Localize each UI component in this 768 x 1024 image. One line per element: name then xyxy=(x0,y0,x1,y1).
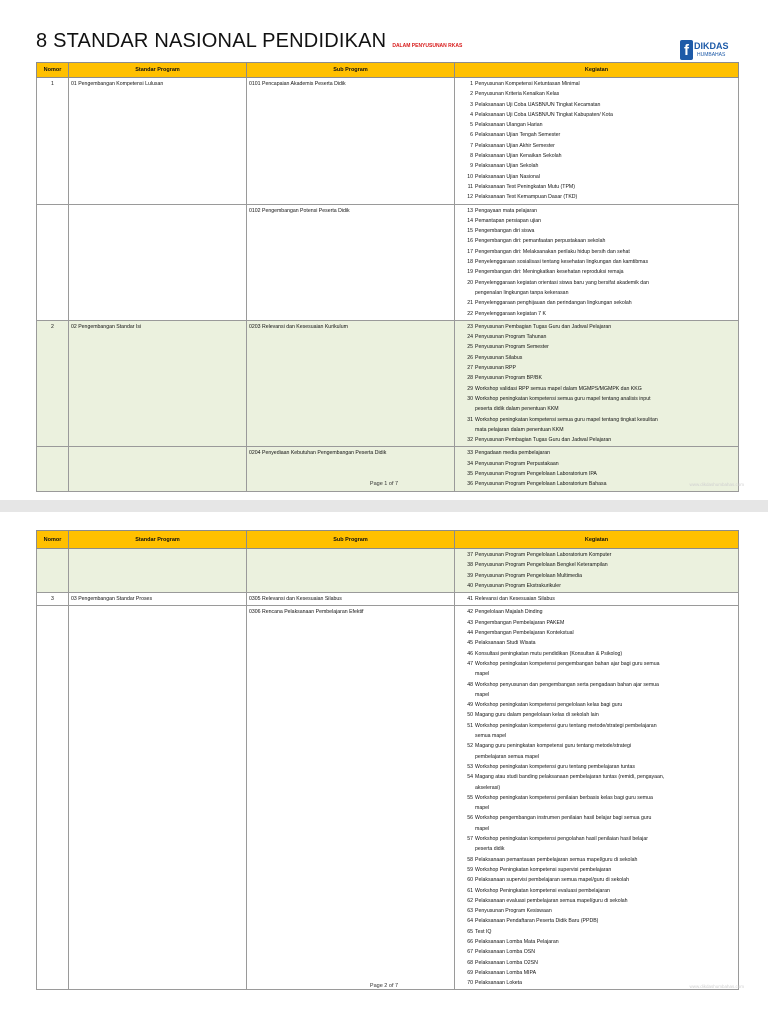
kegiatan-item xyxy=(457,594,736,604)
kegiatan-item xyxy=(457,865,736,875)
kegiatan-text: peserta didik dalam penentuan KKM xyxy=(475,406,559,413)
table-header-row xyxy=(37,531,739,549)
kegiatan-text: Penyusunan Program Perpustakaan xyxy=(475,460,559,467)
kegiatan-number: 51 xyxy=(467,722,473,729)
row-kegiatan-list xyxy=(455,593,739,606)
title-row xyxy=(36,30,462,53)
kegiatan-number xyxy=(457,844,475,854)
kegiatan-item xyxy=(457,700,736,710)
kegiatan-number: 61 xyxy=(467,887,473,894)
kegiatan-item xyxy=(457,958,736,968)
kegiatan-number: 22 xyxy=(467,310,473,317)
kegiatan-number: 25 xyxy=(467,344,473,351)
kegiatan-item xyxy=(457,278,736,288)
kegiatan-number xyxy=(457,425,475,435)
kegiatan-text: Magang atau studi banding pelaksanaan pembelajaran tuntas (remidi, pengayaan, xyxy=(475,774,665,781)
document-title: 8 STANDAR NASIONAL PENDIDIKAN xyxy=(36,30,387,52)
kegiatan-text: Workshop peningkatan kompetensi pengelolaan kelas bagi guru xyxy=(475,702,623,709)
program-table-page-1 xyxy=(36,62,739,492)
kegiatan-number: 21 xyxy=(467,300,473,307)
table-row xyxy=(37,606,739,990)
header-kegiatan: Kegiatan xyxy=(455,63,739,78)
kegiatan-item xyxy=(457,332,736,342)
kegiatan-number: 5 xyxy=(470,122,473,129)
kegiatan-item xyxy=(457,353,736,363)
row-kegiatan-list xyxy=(455,204,739,320)
kegiatan-text: Workshop peningkatan kompetensi pengolahan hasil penilaian hasil belajar xyxy=(475,836,648,843)
kegiatan-item xyxy=(457,560,736,570)
kegiatan-number: 50 xyxy=(467,712,473,719)
row-nomor: 1 xyxy=(37,78,69,205)
row-sub-program: 0101 Pencapaian Akademis Peserta Didik xyxy=(247,78,455,205)
kegiatan-number: 54 xyxy=(467,774,473,781)
kegiatan-item xyxy=(457,226,736,236)
row-standar-program xyxy=(69,606,247,990)
kegiatan-item xyxy=(457,731,736,741)
kegiatan-item xyxy=(457,571,736,581)
kegiatan-item xyxy=(457,288,736,298)
kegiatan-item xyxy=(457,628,736,638)
kegiatan-item xyxy=(457,581,736,591)
kegiatan-number: 30 xyxy=(467,395,473,402)
table-header-row xyxy=(37,63,739,78)
kegiatan-item xyxy=(457,896,736,906)
kegiatan-text: Pelaksanaan pemantauan pembelajaran semua mapel/guru di sekolah xyxy=(475,856,638,863)
kegiatan-number: 45 xyxy=(467,640,473,647)
kegiatan-text: Pengembangan diri: Meningkatkan kesehatan reproduksi remaja xyxy=(475,269,624,276)
kegiatan-text: Pelaksanaan Lomba OSN xyxy=(475,949,535,956)
kegiatan-number: 3 xyxy=(470,101,473,108)
kegiatan-text: peserta didik xyxy=(475,846,505,853)
kegiatan-text: Penyusunan Kompetensi Ketuntasan Minimal xyxy=(475,81,580,87)
kegiatan-number: 6 xyxy=(470,132,473,139)
kegiatan-item xyxy=(457,916,736,926)
row-standar-program: 01 Pengembangan Kompetensi Lulusan xyxy=(69,78,247,205)
kegiatan-text: Pelaksanaan evaluasi pembelajaran semua mapel/guru di sekolah xyxy=(475,897,628,904)
kegiatan-item xyxy=(457,309,736,319)
row-sub-program xyxy=(247,549,455,593)
kegiatan-text: Pelaksanaan Studi Wisata xyxy=(475,640,536,647)
kegiatan-item xyxy=(457,236,736,246)
kegiatan-number: 7 xyxy=(470,142,473,149)
kegiatan-number: 44 xyxy=(467,630,473,637)
kegiatan-number: 59 xyxy=(467,866,473,873)
kegiatan-text: Penyusunan Program Tahunan xyxy=(475,334,547,341)
kegiatan-text: mapel xyxy=(475,805,490,812)
kegiatan-text: Pengadaan media pembelajaran xyxy=(475,450,550,457)
kegiatan-number xyxy=(457,669,475,679)
kegiatan-text: akselerasi) xyxy=(475,784,501,791)
kegiatan-number: 56 xyxy=(467,815,473,822)
kegiatan-number: 36 xyxy=(467,481,473,488)
kegiatan-text: mata pelajaran dalam penentuan KKM xyxy=(475,426,564,433)
kegiatan-text: Pelaksanaan Loketa xyxy=(475,980,523,987)
kegiatan-text: Penyusunan Kriteria Kenaikan Kelas xyxy=(475,91,560,98)
kegiatan-number: 20 xyxy=(467,279,473,286)
kegiatan-number: 60 xyxy=(467,877,473,884)
kegiatan-number: 8 xyxy=(470,153,473,160)
kegiatan-item xyxy=(457,834,736,844)
kegiatan-item xyxy=(457,394,736,404)
watermark: www.dikdashumbahas.com xyxy=(689,482,744,487)
kegiatan-number: 63 xyxy=(467,908,473,915)
kegiatan-text: Pelaksanaan Lomba O2SN xyxy=(475,959,538,966)
kegiatan-item xyxy=(457,875,736,885)
kegiatan-item xyxy=(457,772,736,782)
row-standar-program: 02 Pengembangan Standar Isi xyxy=(69,320,247,447)
kegiatan-item xyxy=(457,459,736,469)
program-table-page-2 xyxy=(36,530,739,990)
kegiatan-number xyxy=(457,752,475,762)
kegiatan-text: Workshop validasi RPP semua mapel dalam MGMPS/MGMPK dan KKG xyxy=(475,385,642,392)
kegiatan-number: 70 xyxy=(467,980,473,987)
kegiatan-number: 47 xyxy=(467,660,473,667)
kegiatan-number: 55 xyxy=(467,794,473,801)
kegiatan-item xyxy=(457,448,736,458)
kegiatan-number: 57 xyxy=(467,836,473,843)
kegiatan-text: Magang guru peningkatan kompetensi guru tentang metode/strategi xyxy=(475,743,632,750)
facebook-icon: f xyxy=(680,40,693,60)
row-kegiatan-list xyxy=(455,78,739,205)
kegiatan-item xyxy=(457,906,736,916)
watermark: www.dikdashumbahas.com xyxy=(689,984,744,989)
row-sub-program: 0305 Relevansi dan Kesesuaian Silabus xyxy=(247,593,455,606)
kegiatan-text: Pengembangan Pembelajaran Kontekstual xyxy=(475,630,574,637)
kegiatan-item xyxy=(457,550,736,560)
page-number: Page 2 of 7 xyxy=(369,983,399,989)
kegiatan-number xyxy=(457,690,475,700)
row-kegiatan-list xyxy=(455,320,739,447)
kegiatan-text: Workshop penyusunan dan pengembangan serta pengadaan bahan ajar semua xyxy=(475,681,659,688)
kegiatan-text: Pelaksanaan Ulangan Harian xyxy=(475,122,543,129)
kegiatan-number: 69 xyxy=(467,969,473,976)
kegiatan-item xyxy=(457,886,736,896)
kegiatan-text: Pengayaan mata pelajaran xyxy=(475,207,538,214)
kegiatan-text: Penyusunan Program BP/BK xyxy=(475,375,542,382)
kegiatan-item xyxy=(457,342,736,352)
kegiatan-number: 64 xyxy=(467,918,473,925)
kegiatan-text: Workshop Peningkatan kompetensi supervisi pembelajaran xyxy=(475,866,612,873)
kegiatan-number: 40 xyxy=(467,582,473,589)
kegiatan-number: 49 xyxy=(467,702,473,709)
kegiatan-item xyxy=(457,257,736,267)
kegiatan-text: Pelaksanaan Uji Coba UASBN/UN Tingkat Kabupaten/ Kota xyxy=(475,111,613,118)
kegiatan-text: Pelaksanaan Ujian Kenaikan Sekolah xyxy=(475,153,562,160)
kegiatan-number: 14 xyxy=(467,217,473,224)
kegiatan-item xyxy=(457,89,736,99)
table-row xyxy=(37,78,739,205)
kegiatan-item xyxy=(457,247,736,257)
kegiatan-number: 16 xyxy=(467,238,473,245)
kegiatan-text: Pengembangan diri: pemanfaatan perpustakaan sekolah xyxy=(475,238,606,245)
kegiatan-item xyxy=(457,669,736,679)
kegiatan-text: Workshop peningkatan kompetensi semua guru mapel tentang tingkat kesulitan xyxy=(475,416,658,423)
kegiatan-text: mapel xyxy=(475,691,490,698)
kegiatan-item xyxy=(457,813,736,823)
kegiatan-number: 33 xyxy=(467,450,473,457)
header-nomor: Nomor xyxy=(37,531,69,549)
row-sub-program: 0306 Rencana Pelaksanaan Pembelajaran Efektif xyxy=(247,606,455,990)
kegiatan-item xyxy=(457,803,736,813)
kegiatan-text: Pengembangan diri: Melaksanakan perilaku hidup bersih dan sehat xyxy=(475,248,630,255)
kegiatan-item xyxy=(457,690,736,700)
kegiatan-number: 27 xyxy=(467,365,473,372)
kegiatan-number: 48 xyxy=(467,681,473,688)
kegiatan-text: Pelaksanaan Lomba Mata Pelajaran xyxy=(475,938,559,945)
kegiatan-text: Penyusunan RPP xyxy=(475,365,516,372)
kegiatan-text: Penyusunan Program Kesiswaan xyxy=(475,908,552,915)
kegiatan-text: Penyelenggaraan penghijauan dan perindangan lingkungan sekolah xyxy=(475,300,632,307)
kegiatan-item xyxy=(457,968,736,978)
kegiatan-number: 38 xyxy=(467,562,473,569)
kegiatan-item xyxy=(457,79,736,89)
kegiatan-number: 46 xyxy=(467,650,473,657)
kegiatan-number xyxy=(457,288,475,298)
kegiatan-item xyxy=(457,659,736,669)
row-kegiatan-list xyxy=(455,606,739,990)
kegiatan-item xyxy=(457,172,736,182)
table-row xyxy=(37,204,739,320)
kegiatan-item xyxy=(457,947,736,957)
row-nomor: 2 xyxy=(37,320,69,447)
kegiatan-item xyxy=(457,130,736,140)
kegiatan-number: 39 xyxy=(467,572,473,579)
kegiatan-item xyxy=(457,741,736,751)
kegiatan-text: Konsultasi peningkatan mutu pendidikan (Konsultan & Psikolog) xyxy=(475,650,623,657)
page-number: Page 1 of 7 xyxy=(369,481,399,487)
kegiatan-item xyxy=(457,373,736,383)
kegiatan-item xyxy=(457,384,736,394)
kegiatan-text: Pengembangan Pembelajaran PAKEM xyxy=(475,619,565,626)
kegiatan-text: Pelaksanaan Pendaftaran Peserta Didik Baru (PPDB) xyxy=(475,918,599,925)
kegiatan-item xyxy=(457,793,736,803)
kegiatan-number: 11 xyxy=(467,183,473,190)
kegiatan-number: 10 xyxy=(467,173,473,180)
kegiatan-item xyxy=(457,182,736,192)
kegiatan-item xyxy=(457,161,736,171)
kegiatan-item xyxy=(457,110,736,120)
kegiatan-number: 65 xyxy=(467,928,473,935)
kegiatan-number: 53 xyxy=(467,763,473,770)
kegiatan-item xyxy=(457,937,736,947)
kegiatan-item xyxy=(457,435,736,445)
kegiatan-number: 1 xyxy=(470,81,473,87)
kegiatan-number xyxy=(457,404,475,414)
kegiatan-text: Test IQ xyxy=(475,928,492,935)
row-sub-program: 0204 Penyediaan Kebutuhan Pengembangan Peserta Didik xyxy=(247,447,455,491)
kegiatan-item xyxy=(457,649,736,659)
document-subtitle: DALAM PENYUSUNAN RKAS xyxy=(392,43,463,49)
kegiatan-number: 24 xyxy=(467,334,473,341)
kegiatan-item xyxy=(457,151,736,161)
row-sub-program: 0102 Pengembangan Potensi Peserta Didik xyxy=(247,204,455,320)
table-row xyxy=(37,549,739,593)
kegiatan-number xyxy=(457,731,475,741)
kegiatan-item xyxy=(457,607,736,617)
row-standar-program xyxy=(69,204,247,320)
kegiatan-text: Penyusunan Silabus xyxy=(475,354,523,361)
row-kegiatan-list xyxy=(455,549,739,593)
kegiatan-text: Workshop peningkatan kompetensi penilaian berbasis kelas bagi guru semua xyxy=(475,794,653,801)
kegiatan-item xyxy=(457,752,736,762)
kegiatan-number: 17 xyxy=(467,248,473,255)
kegiatan-text: Penyusunan Program Pengelolaan Laboratorium IPA xyxy=(475,470,597,477)
row-nomor xyxy=(37,549,69,593)
header-sub-program: Sub Program xyxy=(247,531,455,549)
row-standar-program: 03 Pengembangan Standar Proses xyxy=(69,593,247,606)
header-nomor: Nomor xyxy=(37,63,69,78)
kegiatan-number: 35 xyxy=(467,470,473,477)
kegiatan-item xyxy=(457,721,736,731)
kegiatan-text: Pelaksanaan Ujian Akhir Semester xyxy=(475,142,555,149)
kegiatan-text: Pelaksanaan Ujian Nasional xyxy=(475,173,540,180)
kegiatan-item xyxy=(457,216,736,226)
kegiatan-text: Penyusunan Program Ekstrakurikuler xyxy=(475,582,561,589)
kegiatan-number: 12 xyxy=(467,194,473,201)
kegiatan-item xyxy=(457,267,736,277)
kegiatan-item xyxy=(457,710,736,720)
kegiatan-text: Penyusunan Program Pengelolaan Laboratorium Komputer xyxy=(475,552,612,558)
kegiatan-text: Penyusunan Pembagian Tugas Guru dan Jadwal Pelajaran xyxy=(475,437,612,444)
kegiatan-number: 26 xyxy=(467,354,473,361)
kegiatan-text: Workshop peningkatan kompetensi guru tentang metode/strategi pembelajaran xyxy=(475,722,657,729)
kegiatan-text: mapel xyxy=(475,671,490,678)
table-row xyxy=(37,320,739,447)
kegiatan-item xyxy=(457,469,736,479)
kegiatan-number: 29 xyxy=(467,385,473,392)
kegiatan-number: 31 xyxy=(467,416,473,423)
kegiatan-number: 18 xyxy=(467,259,473,266)
kegiatan-item xyxy=(457,141,736,151)
kegiatan-text: Pelaksanaan supervisi pembelajaran semua mapel/guru di sekolah xyxy=(475,877,629,884)
kegiatan-text: Pelaksanaan Test Kemampuan Dasar (TKD) xyxy=(475,194,578,201)
kegiatan-text: Relevansi dan Kesesuaian Silabus xyxy=(475,596,555,603)
header-standar-program: Standar Program xyxy=(69,531,247,549)
kegiatan-item xyxy=(457,322,736,332)
kegiatan-text: Penyusunan Program Semester xyxy=(475,344,549,351)
kegiatan-text: Penyusunan Program Pengelolaan Laboratorium Bahasa xyxy=(475,481,607,488)
kegiatan-text: Penyusunan Program Pengelolaan Multimedia xyxy=(475,572,582,579)
kegiatan-text: Penyelenggaraan sosialisasi tentang kesehatan lingkungan dan kamtibmas xyxy=(475,259,649,266)
kegiatan-item xyxy=(457,120,736,130)
kegiatan-item xyxy=(457,680,736,690)
kegiatan-item xyxy=(457,855,736,865)
header-standar-program: Standar Program xyxy=(69,63,247,78)
kegiatan-text: mapel xyxy=(475,825,490,832)
row-sub-program: 0203 Relevansi dan Kesesuaian Kurikulum xyxy=(247,320,455,447)
kegiatan-text: Workshop Peningkatan kompetensi evaluasi pembelajaran xyxy=(475,887,610,894)
header-kegiatan: Kegiatan xyxy=(455,531,739,549)
kegiatan-number: 41 xyxy=(467,596,473,603)
kegiatan-item xyxy=(457,844,736,854)
kegiatan-number: 28 xyxy=(467,375,473,382)
row-standar-program xyxy=(69,549,247,593)
kegiatan-item xyxy=(457,404,736,414)
kegiatan-number: 9 xyxy=(470,163,473,170)
table-row xyxy=(37,593,739,606)
kegiatan-number: 32 xyxy=(467,437,473,444)
row-nomor xyxy=(37,606,69,990)
kegiatan-number: 62 xyxy=(467,897,473,904)
kegiatan-number: 42 xyxy=(467,609,473,616)
kegiatan-text: pengenalan lingkungan tanpa kekerasan xyxy=(475,289,569,296)
kegiatan-item xyxy=(457,927,736,937)
kegiatan-text: Workshop pengembangan instrumen penilaian hasil belajar bagi semua guru xyxy=(475,815,652,822)
kegiatan-number xyxy=(457,824,475,834)
kegiatan-text: Penyusunan Program Pengelolaan Bengkel Keterampilan xyxy=(475,562,608,569)
kegiatan-number: 34 xyxy=(467,460,473,467)
row-nomor xyxy=(37,204,69,320)
kegiatan-item xyxy=(457,762,736,772)
kegiatan-number: 58 xyxy=(467,856,473,863)
kegiatan-text: Workshop peningkatan kompetensi semua guru mapel tentang analisis input xyxy=(475,395,651,402)
kegiatan-text: Pelaksanaan Lomba MIPA xyxy=(475,969,537,976)
kegiatan-text: Pengembangan diri siswa xyxy=(475,228,535,235)
kegiatan-number: 37 xyxy=(467,552,473,558)
kegiatan-text: Pengelolaan Majalah Dinding xyxy=(475,609,543,616)
kegiatan-text: Pemantapan persiapan ujian xyxy=(475,217,542,224)
kegiatan-number: 23 xyxy=(467,323,473,330)
kegiatan-item xyxy=(457,824,736,834)
kegiatan-text: Pelaksanaan Ujian Tengah Semester xyxy=(475,132,561,139)
kegiatan-text: semua mapel xyxy=(475,733,507,740)
kegiatan-number: 43 xyxy=(467,619,473,626)
kegiatan-text: Penyusunan Pembagian Tugas Guru dan Jadwal Pelajaran xyxy=(475,323,612,330)
kegiatan-number: 52 xyxy=(467,743,473,750)
kegiatan-text: Pelaksanaan Test Peningkatan Mutu (TPM) xyxy=(475,183,575,190)
document-page-2 xyxy=(0,512,768,1024)
kegiatan-item xyxy=(457,425,736,435)
row-nomor: 3 xyxy=(37,593,69,606)
kegiatan-item xyxy=(457,206,736,216)
kegiatan-number xyxy=(457,783,475,793)
kegiatan-text: Magang guru dalam pengelolaan kelas di sekolah lain xyxy=(475,712,599,719)
kegiatan-text: pembelajaran semua mapel xyxy=(475,753,540,760)
kegiatan-item xyxy=(457,298,736,308)
kegiatan-item xyxy=(457,192,736,202)
kegiatan-number: 4 xyxy=(470,111,473,118)
kegiatan-text: Pelaksanaan Ujian Sekolah xyxy=(475,163,539,170)
kegiatan-number: 68 xyxy=(467,959,473,966)
kegiatan-text: Penyelenggaraan kegiatan 7 K xyxy=(475,310,546,317)
kegiatan-item xyxy=(457,618,736,628)
kegiatan-number xyxy=(457,803,475,813)
header-sub-program: Sub Program xyxy=(247,63,455,78)
kegiatan-number: 19 xyxy=(467,269,473,276)
kegiatan-item xyxy=(457,100,736,110)
kegiatan-number: 67 xyxy=(467,949,473,956)
kegiatan-item xyxy=(457,363,736,373)
logo-line-1: DIKDAS xyxy=(694,41,729,51)
kegiatan-number: 66 xyxy=(467,938,473,945)
document-page-1 xyxy=(0,0,768,500)
kegiatan-item xyxy=(457,415,736,425)
kegiatan-text: Penyelenggaraan kegiatan orientasi siswa baru yang bersifat akademik dan xyxy=(475,279,649,286)
kegiatan-item xyxy=(457,638,736,648)
logo-line-2: HUMBAHAS xyxy=(697,52,726,58)
kegiatan-number: 13 xyxy=(467,207,473,214)
kegiatan-number: 2 xyxy=(470,91,473,98)
kegiatan-number: 15 xyxy=(467,228,473,235)
kegiatan-text: Workshop peningkatan kompetensi guru tentang pembelajaran tuntas xyxy=(475,763,635,770)
kegiatan-item xyxy=(457,783,736,793)
kegiatan-text: Workshop peningkatan kompetensi pengembangan bahan ajar bagi guru semua xyxy=(475,660,660,667)
kegiatan-text: Pelaksanaan Uji Coba UASBN/UN Tingkat Kecamatan xyxy=(475,101,601,108)
